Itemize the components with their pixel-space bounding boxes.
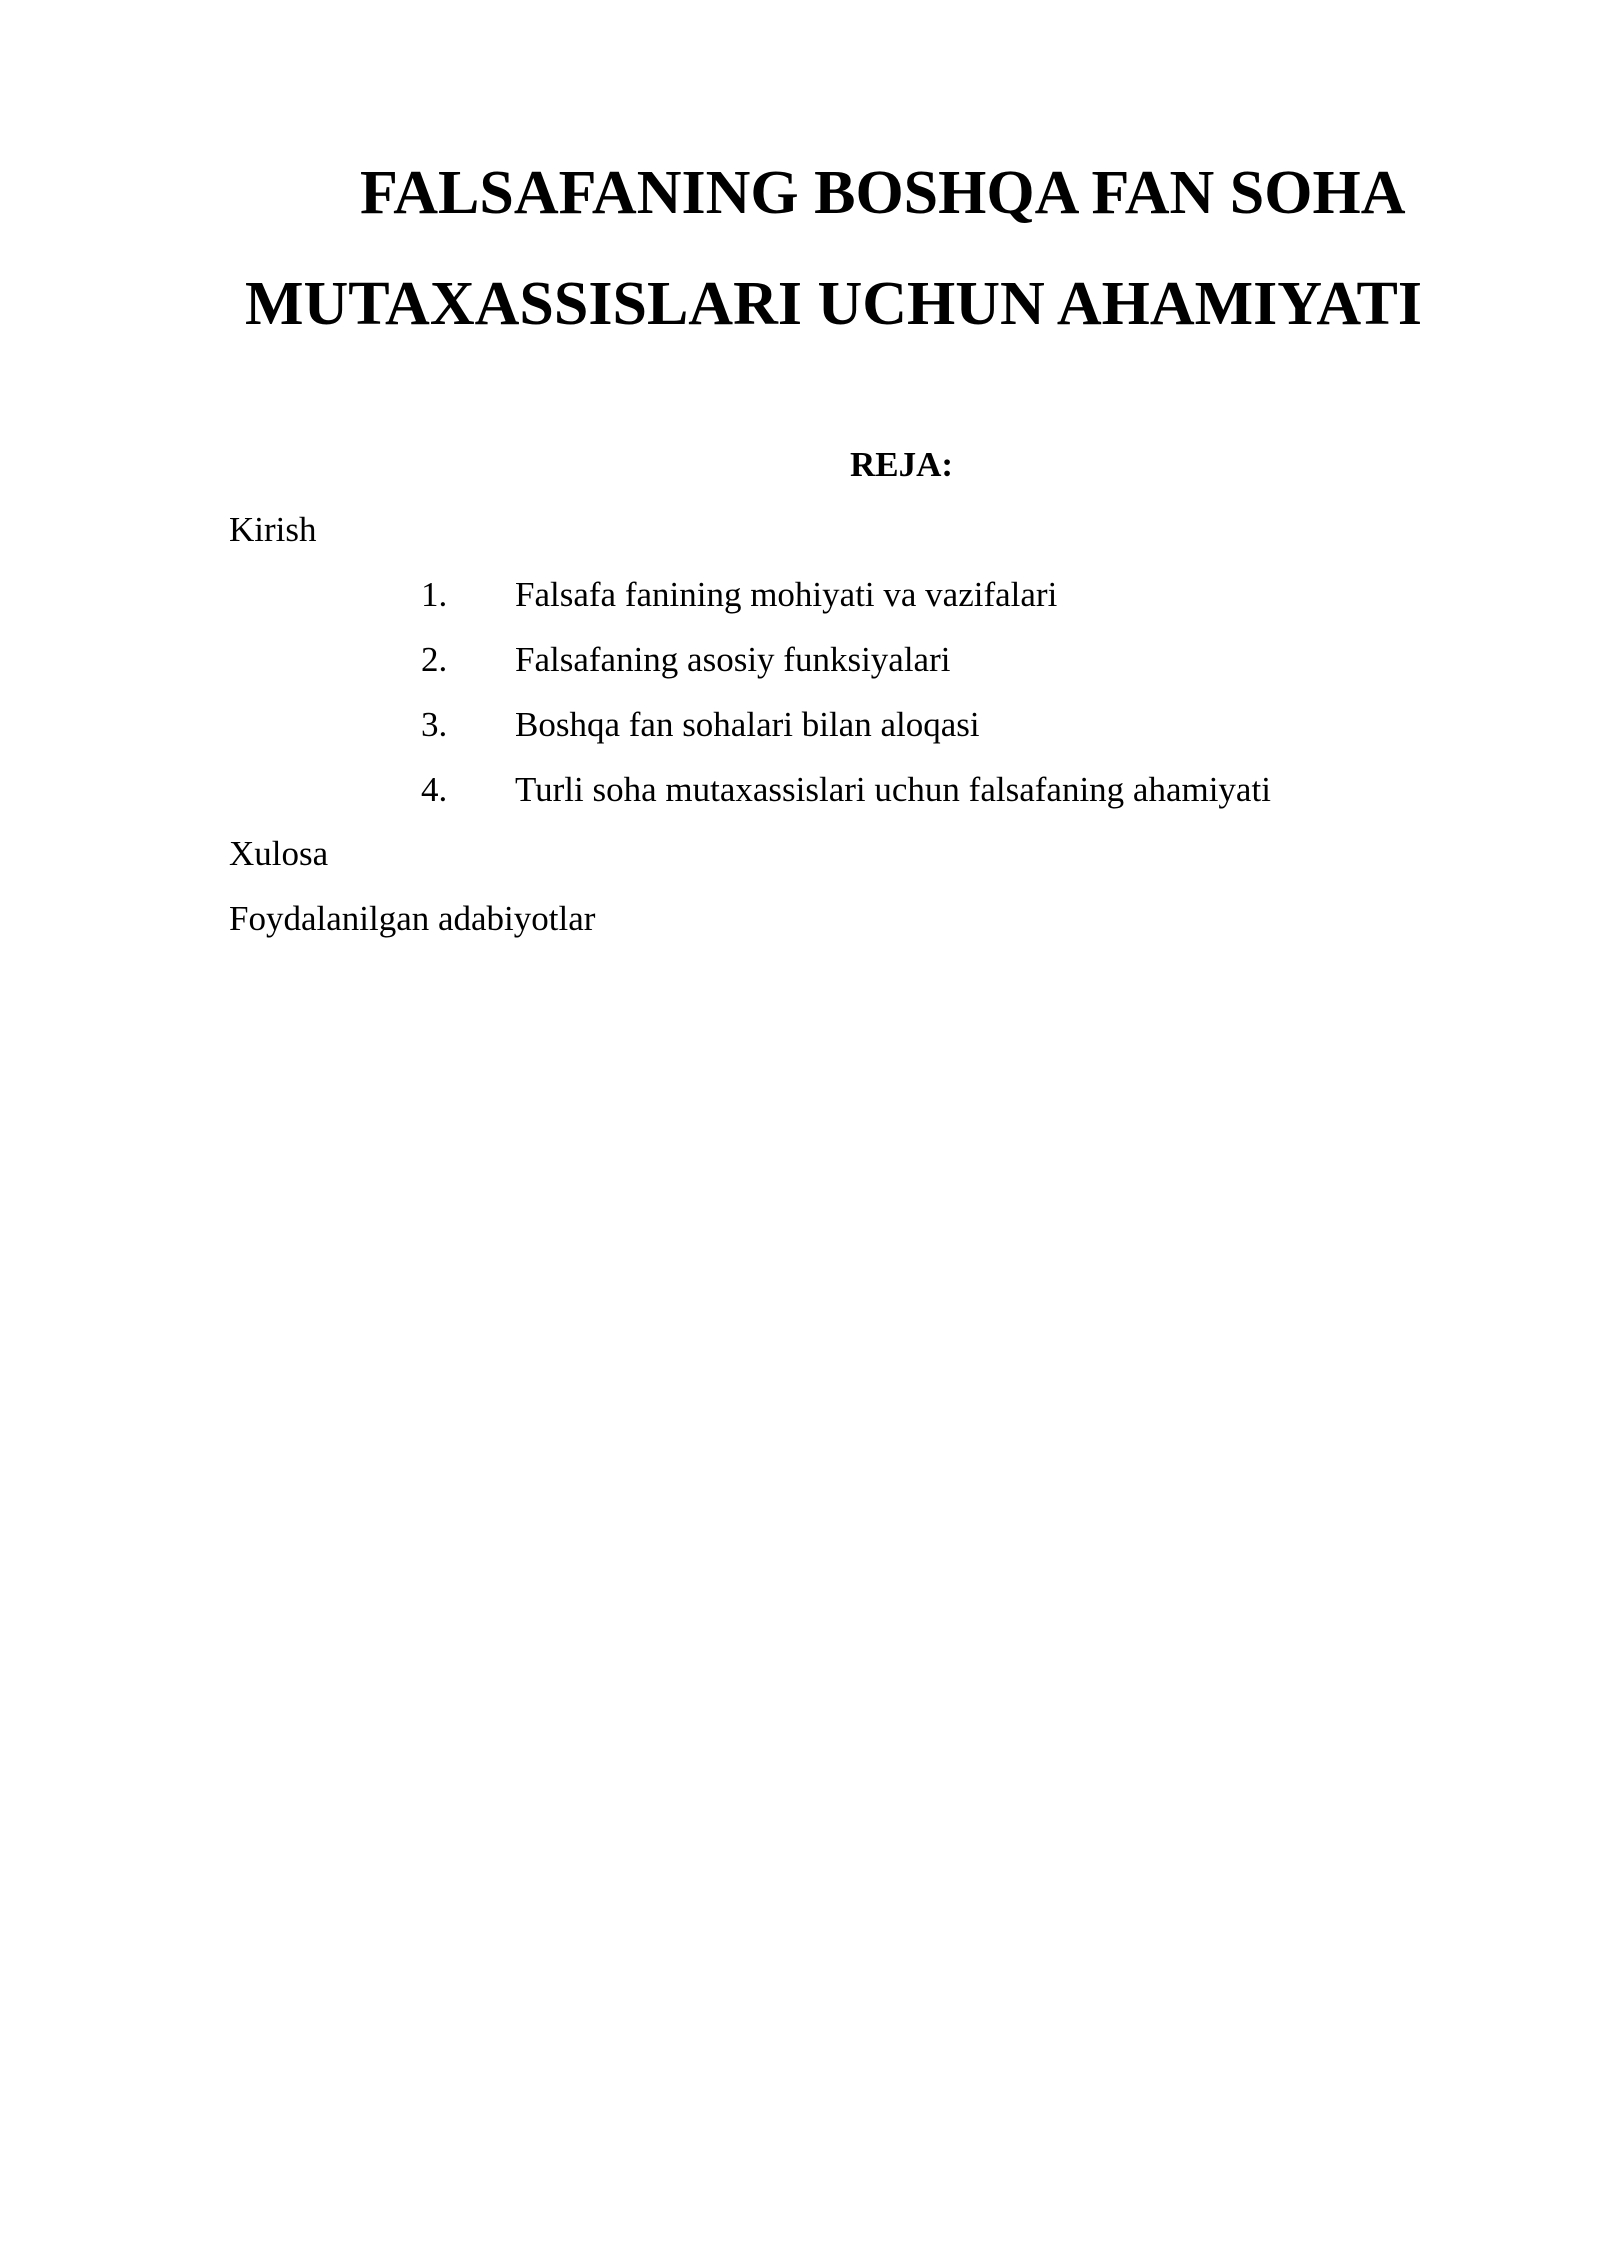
- plan-intro: Kirish: [229, 510, 317, 549]
- plan-list-item: [0, 772, 1400, 812]
- plan-references: Foydalanilgan adabiyotlar: [229, 899, 596, 938]
- document-title-line-2: MUTAXASSISLARI UCHUN AHAMIYATI: [245, 270, 1423, 338]
- plan-list-item: [0, 577, 1400, 617]
- plan-item-number: 4.: [421, 770, 448, 809]
- plan-list-item: [0, 707, 1400, 747]
- plan-list-item: [0, 642, 1400, 682]
- plan-item-text: Falsafaning asosiy funksiyalari: [515, 640, 951, 679]
- plan-heading: REJA:: [850, 445, 954, 484]
- plan-item-number: 1.: [421, 575, 448, 614]
- document-title-line-1: FALSAFANING BOSHQA FAN SOHA: [360, 159, 1406, 227]
- plan-item-number: 3.: [421, 705, 448, 744]
- plan-item-text: Falsafa fanining mohiyati va vazifalari: [515, 575, 1058, 614]
- plan-item-number: 2.: [421, 640, 448, 679]
- plan-item-text: Turli soha mutaxassislari uchun falsafaning ahamiyati: [515, 770, 1271, 809]
- plan-item-text: Boshqa fan sohalari bilan aloqasi: [515, 705, 980, 744]
- plan-conclusion: Xulosa: [229, 834, 329, 873]
